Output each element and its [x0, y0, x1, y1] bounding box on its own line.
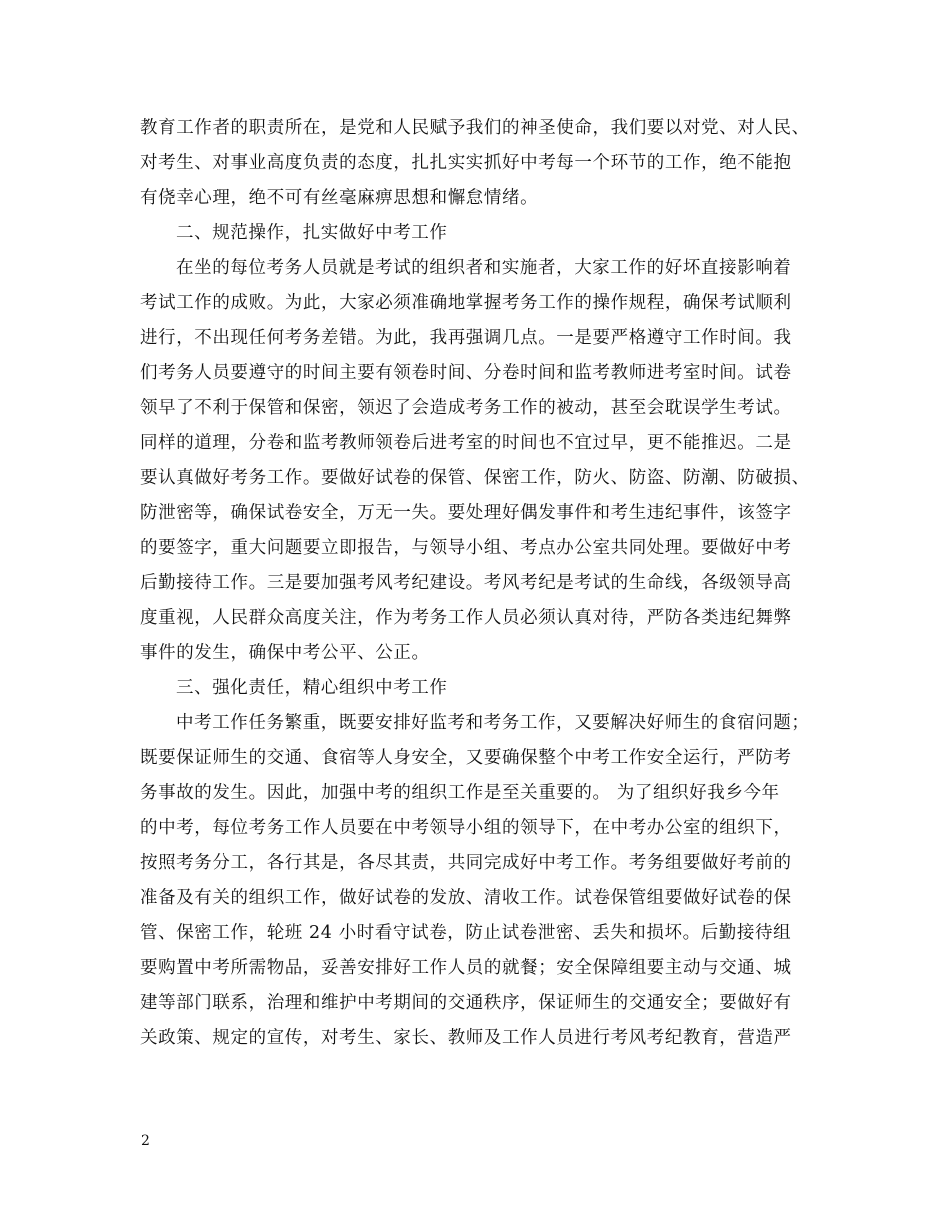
body-text-line: 防泄密等，确保试卷安全，万无一失。要处理好偶发事件和考生违纪事件，该签字 — [140, 503, 792, 523]
body-text-line: 在坐的每位考务人员就是考试的组织者和实施者，大家工作的好坏直接影响着 — [176, 258, 792, 278]
body-text-line: 要购置中考所需物品，妥善安排好工作人员的就餐；安全保障组要主动与交通、城 — [140, 958, 792, 978]
body-text-line: 事件的发生，确保中考公平、公正。 — [140, 643, 430, 663]
body-text-line: 管、保密工作，轮班 24 小时看守试卷，防止试卷泄密、丢失和损坏。后勤接待组 — [140, 923, 792, 943]
body-text-line: 要认真做好考务工作。要做好试卷的保管、保密工作，防火、防盗、防潮、防破损、 — [140, 468, 810, 488]
body-text-line: 既要保证师生的交通、食宿等人身安全，又要确保整个中考工作安全运行，严防考 — [140, 748, 792, 768]
body-text-line: 建等部门联系，治理和维护中考期间的交通秩序，保证师生的交通安全；要做好有 — [140, 993, 792, 1013]
body-text-line: 准备及有关的组织工作，做好试卷的发放、清收工作。试卷保管组要做好试卷的保 — [140, 888, 792, 908]
body-text-line: 考试工作的成败。为此，大家必须准确地掌握考务工作的操作规程，确保考试顺利 — [140, 293, 792, 313]
page-number: 2 — [141, 1133, 150, 1149]
body-text-line: 进行，不出现任何考务差错。为此，我再强调几点。一是要严格遵守工作时间。我 — [140, 328, 792, 348]
body-text-line: 的中考，每位考务工作人员要在中考领导小组的领导下，在中考办公室的组织下， — [140, 818, 792, 838]
section-heading: 三、强化责任，精心组织中考工作 — [176, 678, 448, 698]
body-text-line: 同样的道理，分卷和监考教师领卷后进考室的时间也不宜过早，更不能推迟。二是 — [140, 433, 792, 453]
body-text-line: 领早了不利于保管和保密，领迟了会造成考务工作的被动，甚至会耽误学生考试。 — [140, 398, 792, 418]
section-heading: 二、规范操作，扎实做好中考工作 — [176, 223, 448, 243]
body-text-line: 后勤接待工作。三是要加强考风考纪建设。考风考纪是考试的生命线，各级领导高 — [140, 573, 792, 593]
body-text-line: 对考生、对事业高度负责的态度，扎扎实实抓好中考每一个环节的工作，绝不能抱 — [140, 153, 792, 173]
body-text-line: 的要签字，重大问题要立即报告，与领导小组、考点办公室共同处理。要做好中考 — [140, 538, 792, 558]
body-text-line: 度重视，人民群众高度关注，作为考务工作人员必须认真对待，严防各类违纪舞弊 — [140, 608, 792, 628]
body-text-line: 有侥幸心理，绝不可有丝毫麻痹思想和懈怠情绪。 — [140, 188, 539, 208]
body-text-line: 们考务人员要遵守的时间主要有领卷时间、分卷时间和监考教师进考室时间。试卷 — [140, 363, 792, 383]
body-text-line: 中考工作任务繁重，既要安排好监考和考务工作，又要解决好师生的食宿问题； — [176, 713, 810, 733]
body-text-line: 按照考务分工，各行其是，各尽其责，共同完成好中考工作。考务组要做好考前的 — [140, 853, 792, 873]
body-text-line: 关政策、规定的宣传，对考生、家长、教师及工作人员进行考风考纪教育，营造严 — [140, 1028, 792, 1048]
body-text-line: 务事故的发生。因此，加强中考的组织工作是至关重要的。 为了组织好我乡今年 — [140, 783, 780, 803]
body-text-line: 教育工作者的职责所在，是党和人民赋予我们的神圣使命，我们要以对党、对人民、 — [140, 118, 810, 138]
